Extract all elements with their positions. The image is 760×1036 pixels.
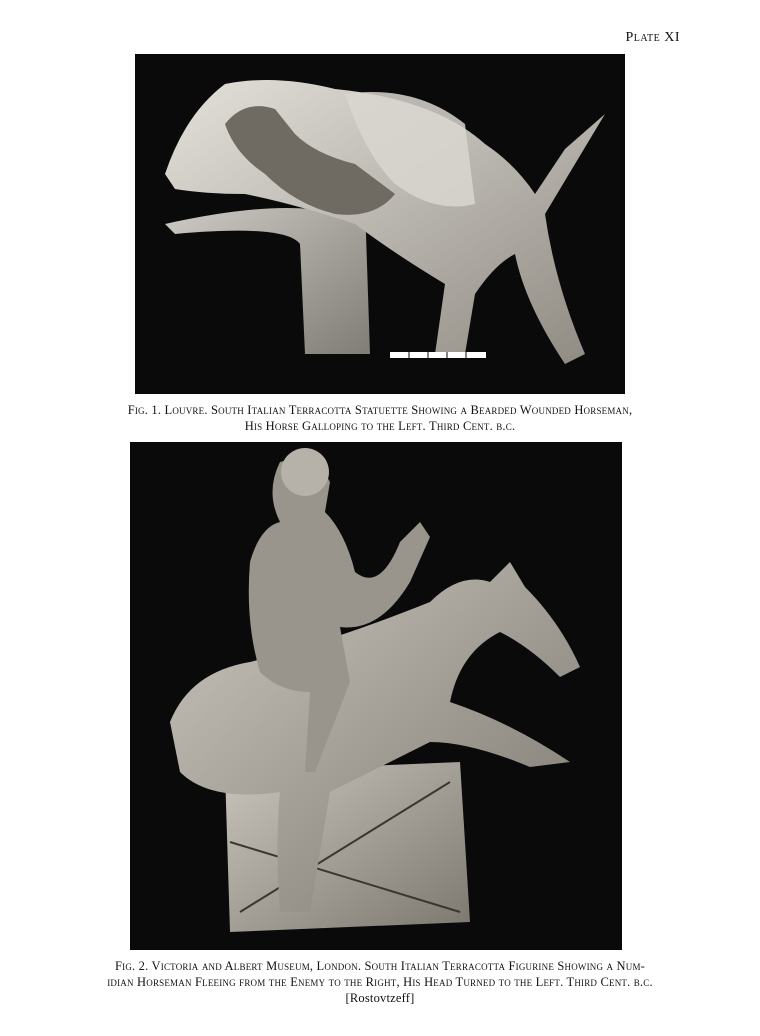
figure-2-photo xyxy=(130,442,622,950)
figure-1-caption xyxy=(70,402,690,434)
rider-head-shape xyxy=(281,448,329,496)
scale-bar xyxy=(390,352,486,358)
figure-1-statuette-illustration xyxy=(135,54,625,394)
figure-2-figurine-illustration xyxy=(130,442,622,950)
figure-1-photo xyxy=(135,54,625,394)
plate-label: Plate XI xyxy=(625,30,680,45)
figure-2-caption xyxy=(70,958,690,1006)
figure-2-caption-line-2: idian Horseman Fleeing from the Enemy to the Right, His Head Turned to the Left. Third Cent. b.c. xyxy=(107,975,653,989)
figure-1-caption-line-1: Fig. 1. Louvre. South Italian Terracotta Statuette Showing a Bearded Wounded Horseman, xyxy=(127,403,633,417)
figure-2-credit: [Rostovtzeff] xyxy=(345,991,415,1005)
figure-2-caption-line-1: Fig. 2. Victoria and Albert Museum, London. South Italian Terracotta Figurine Showing a Num- xyxy=(114,959,646,973)
figure-1-caption-line-2: His Horse Galloping to the Left. Third Cent. b.c. xyxy=(244,419,516,433)
